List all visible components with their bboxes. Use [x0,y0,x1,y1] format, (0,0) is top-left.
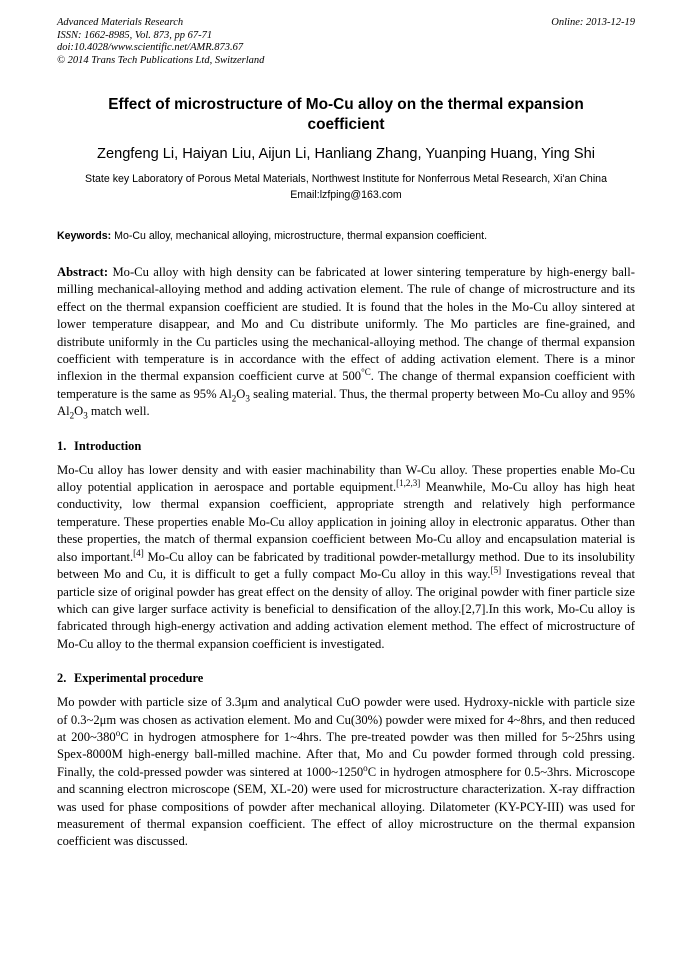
abstract-degree-symbol: °C [361,367,371,378]
abstract-text-part-2: . The change of thermal expansion coefficient with temperature is the same as 95% Al [57,369,636,401]
intro-text-part-1: Mo-Cu alloy has lower density and with easier machinability than W-Cu alloy. These properties enable Mo-Cu alloy potential application in aerospace and portable equipment. [57,462,635,495]
citation-ref-2: [4] [133,547,144,558]
author-email: Email:lzfping@163.com [290,188,402,201]
abstract-paragraph [57,264,635,421]
abstract-text-part-3: O [236,386,246,401]
abstract-text-part-5: O [74,404,84,419]
abstract-subscript-1: 2 [231,393,237,404]
abstract-text-part-1: Mo-Cu alloy with high density can be fabricated at lower sintering temperature by high-energy ball-milling mechanical-alloying method and adding activation element. The rule of change of microstructure and its effect on the thermal expansion coefficient are studied. It is found that the holes in the Mo-Cu alloy sintered at lower temperature disappear, and Mo and Cu distribute uniformly. The Mo particles are fine-grained, and distribute uniformly in the Cu particles using the mechanical-alloying method. The change of thermal expansion coefficient with temperature is in accordance with the effect of adding activation element. There is a minor inflexion in the thermal expansion coefficient curve at 500 [57,265,635,384]
experimental-text-part-2: C in hydrogen atmosphere for 1~4hrs. The pre-treated powder was then milled for 5~25hrs using Spex-8000M high-energy ball-milled machine. After that, Mo and Cu powder formed through cold pressing. Finally, the cold-pressed powder was sintered at 1000~1250 [57,729,635,779]
section-title-1: Introduction [74,438,142,453]
keywords-label: Keywords: [57,230,112,242]
abstract-subscript-4: 3 [83,410,88,421]
abstract-label: Abstract: [57,265,109,279]
journal-copyright-line: © 2014 Trans Tech Publications Ltd, Switzerland [57,54,265,66]
affiliation: State key Laboratory of Porous Metal Materials, Northwest Institute for Nonferrous Metal Research, Xi'an China [85,173,607,185]
section-heading-introduction [57,438,635,454]
section-body-introduction [57,462,635,653]
journal-doi-line: doi:10.4028/www.scientific.net/AMR.873.67 [57,42,244,54]
experimental-text-part-3: C in hydrogen atmosphere for 0.5~3hrs. Microscope and scanning electron microscope (SEM, XL-20) were used for microstructure characterization. X-ray diffraction was used for phase compositions of powder after mechanical alloying. Dilatometer (KY-PCY-III) was used for measurement of thermal expansion coefficient. The effect of alloy microstructure on the thermal expansion coefficient was discussed. [57,764,635,849]
page-title: Effect of microstructure of Mo-Cu alloy on the thermal expansion coefficient [108,96,584,133]
section-title-2: Experimental procedure [74,671,204,686]
abstract-text-part-6: match well. [87,404,150,419]
citation-ref-1: [1,2,3] [396,477,421,488]
intro-text-part-3: Mo-Cu alloy can be fabricated by traditional powder-metallurgy method. Due to its insolubility between Mo and Cu, it is difficult to get a fully compact Mo-Cu alloy in this way. [57,549,635,582]
section-heading-experimental-procedure [57,670,635,686]
degree-symbol-2: o [363,762,368,773]
section-number-1: 1. [57,438,67,453]
journal-header [57,17,635,73]
citation-ref-3: [5] [490,564,502,575]
experimental-text-part-1: Mo powder with particle size of 3.3μm and analytical CuO powder were used. Hydroxy-nickle with particle size of 0.3~2μm was chosen as activation element. Mo and Cu(30%) powder were mixed for 4~8hrs, and then reduced at 200~380 [57,695,635,744]
degree-symbol-1: o [115,727,121,738]
journal-online-date: Online: 2013-12-19 [551,17,635,28]
journal-name: Advanced Materials Research [57,17,184,28]
intro-text-part-4: Investigations reveal that particle size of original powder has great effect on the density of alloy. The original powder with finer particle size which can give larger surface activity is beneficial to densification of the alloy.[2,7].In this work, Mo-Cu alloy is fabricated through high-energy activation and adding activation element method. The effect of microstructure of Mo-Cu alloy to the thermal expansion coefficient is investigated. [57,567,635,651]
abstract-subscript-2: 3 [245,393,250,404]
section-body-experimental-procedure [57,694,635,851]
section-number-2: 2. [57,671,67,686]
abstract-subscript-3: 2 [69,410,75,421]
author-list: Zengfeng Li, Haiyan Liu, Aijun Li, Hanliang Zhang, Yuanping Huang, Ying Shi [97,146,595,162]
abstract-text-part-4: sealing material. Thus, the thermal property between Mo-Cu alloy and 95% Al [57,386,635,419]
keywords-line [57,229,635,244]
journal-issn-line: ISSN: 1662-8985, Vol. 873, pp 67-71 [57,29,213,41]
intro-text-part-2: Meanwhile, Mo-Cu alloy has high heat conductivity, low thermal expansion coefficient, appropriate strength and relatively high performance temperature. These properties enable Mo-Cu alloy application in joining alloy in electronic apparatus. Other than these properties, the match of thermal expansion coefficient between Mo-Cu alloy and encapsulation material is also important. [57,480,635,564]
keywords-text: Mo-Cu alloy, mechanical alloying, microstructure, thermal expansion coefficient. [114,230,488,242]
